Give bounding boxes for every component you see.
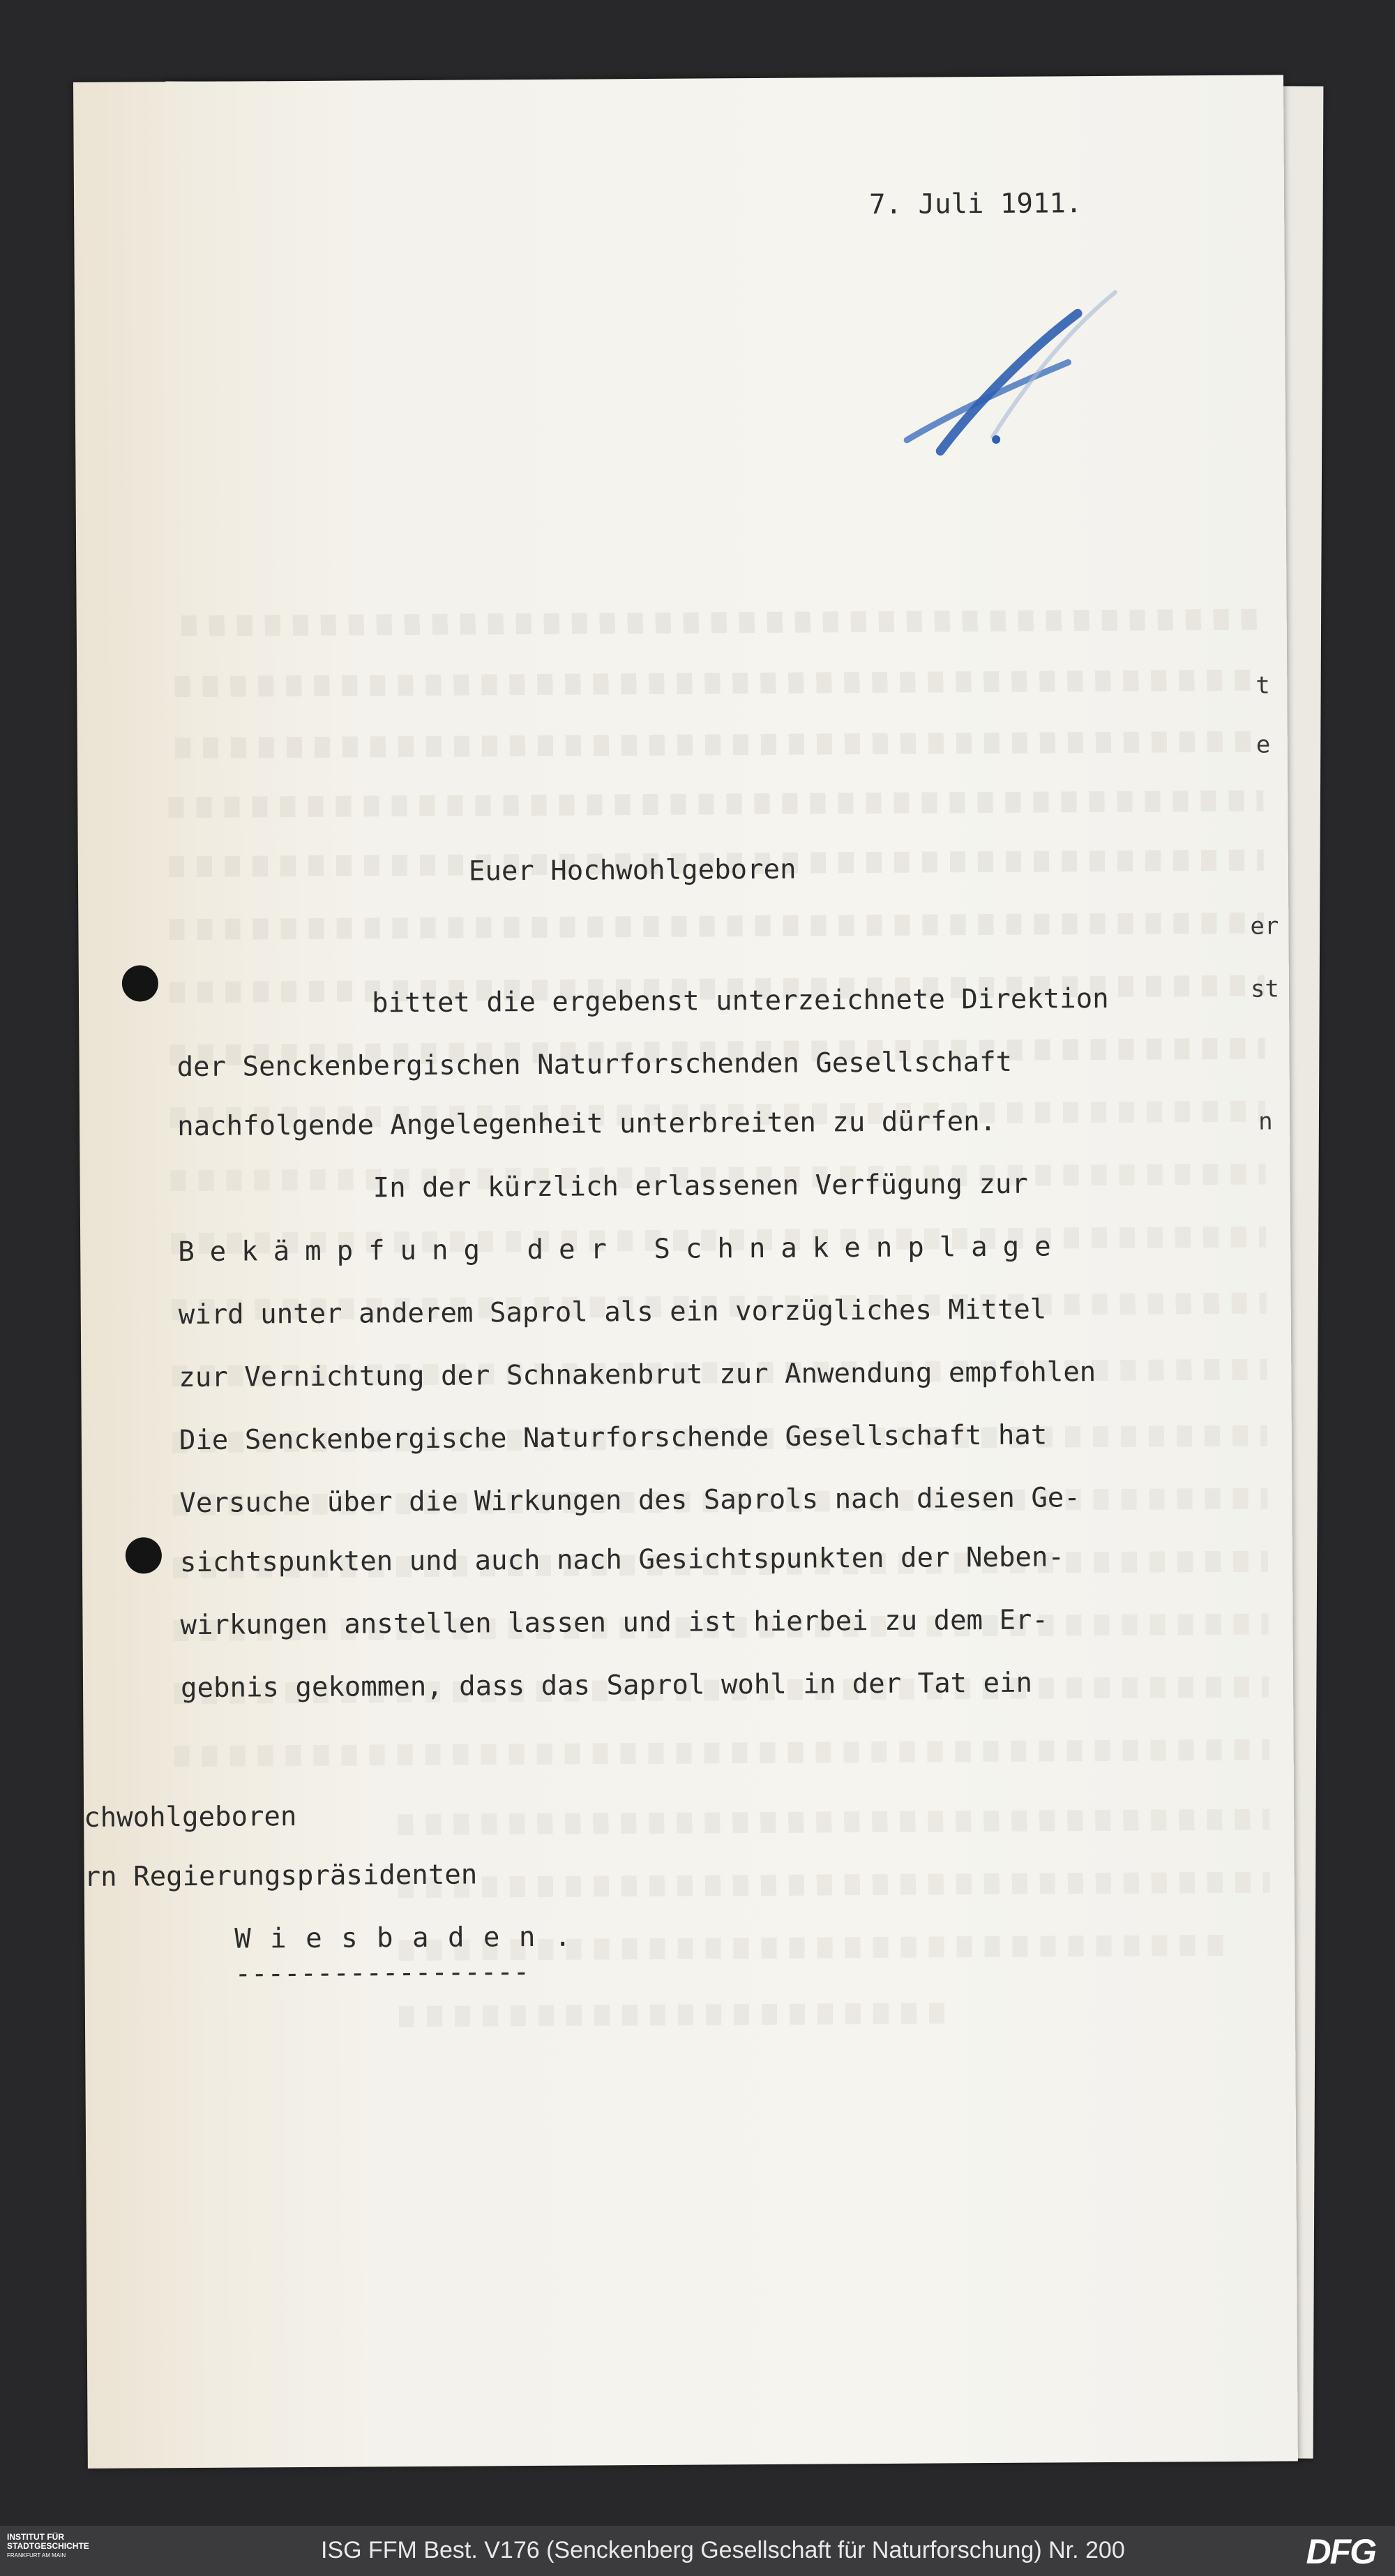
body-line-4: In der kürzlich erlassenen Verfügung zur	[372, 1168, 1029, 1204]
body-line-1: bittet die ergebenst unterzeichnete Direktion	[371, 982, 1109, 1019]
body-line-10: sichtspunkten und auch nach Gesichtspunkten der Neben-	[179, 1541, 1064, 1579]
side-letter-2: e	[1256, 731, 1271, 759]
body-line-12: gebnis gekommen, dass das Saprol wohl in der Tat ein	[180, 1667, 1033, 1705]
body-line-6: wird unter anderem Saprol als ein vorzügliches Mittel	[178, 1294, 1047, 1331]
body-line-9: Versuche über die Wirkungen des Saprols nach diesen Ge-	[179, 1482, 1080, 1520]
body-line-7: zur Vernichtung der Schnakenbrut zur Anwendung empfohlen	[179, 1356, 1096, 1394]
body-line-11: wirkungen anstellen lassen und ist hierbei zu dem Er-	[180, 1604, 1049, 1642]
body-line-5: Bekämpfung der Schnakenplage	[178, 1231, 1066, 1268]
letter-sheet	[73, 75, 1298, 2469]
body-line-8: Die Senckenbergische Naturforschende Gesellschaft hat	[179, 1419, 1048, 1457]
addressee-city: W i e s b a d e n .	[234, 1921, 573, 1955]
addressee-underline: ------------------	[234, 1956, 530, 1990]
archive-footer	[0, 2526, 1395, 2576]
institute-logo: INSTITUT FÜR STADTGESCHICHTE FRANKFURT AM MAIN	[7, 2532, 89, 2559]
addressee-title: chwohlgeboren	[84, 1801, 297, 1834]
side-letter-5: n	[1258, 1107, 1273, 1136]
punch-hole-bottom	[126, 1537, 162, 1573]
side-letter-4: st	[1250, 975, 1280, 1003]
dfg-logo: DFG	[1306, 2532, 1375, 2571]
bleed-through	[73, 75, 1283, 82]
salutation: Euer Hochwohlgeboren	[468, 853, 797, 888]
handwritten-mark	[898, 271, 1192, 538]
punch-hole-top	[122, 965, 158, 1001]
addressee-name: rn Regierungspräsidenten	[84, 1859, 478, 1893]
archive-caption: ISG FFM Best. V176 (Senckenberg Gesellschaft für Naturforschung) Nr. 200	[321, 2537, 1125, 2563]
side-letter-1: t	[1256, 671, 1270, 700]
letter-date: 7. Juli 1911.	[868, 188, 1083, 221]
body-line-3: nachfolgende Angelegenheit unterbreiten zu dürfen.	[177, 1105, 997, 1143]
side-letter-3: er	[1250, 912, 1279, 941]
body-line-2: der Senckenbergischen Naturforschenden Gesellschaft	[176, 1046, 1013, 1084]
